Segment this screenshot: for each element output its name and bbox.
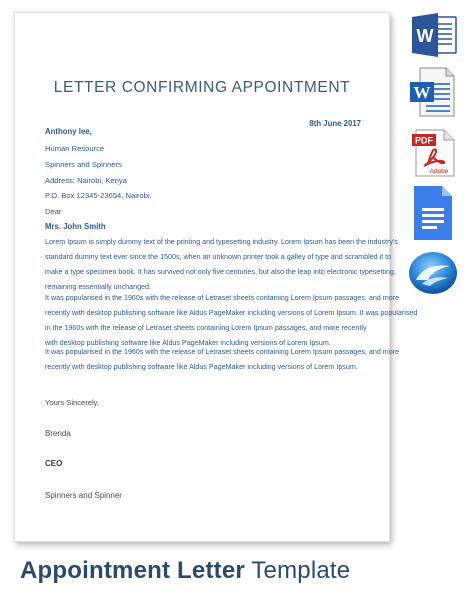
svg-text:W: W <box>413 83 431 102</box>
company-name: Spinners and Spinner <box>45 491 122 500</box>
openoffice-icon[interactable] <box>406 250 460 296</box>
svg-text:PDF: PDF <box>415 135 433 146</box>
word-doc-icon[interactable] <box>408 66 458 118</box>
banner-title-bold: Appointment Letter <box>20 557 245 584</box>
paragraph-line: make a type specimen book. It has survived not only five centuries, but also the leap into electronic typesetting, <box>45 268 396 276</box>
address-line: Human Resource <box>45 144 105 153</box>
paragraph-line: recently with desktop publishing software like Aldus PageMaker including versions of Lorem Ipsum. It was popularised <box>45 309 418 317</box>
recipient-name: Anthony lee, <box>45 127 92 136</box>
word-icon[interactable] <box>410 11 458 59</box>
paragraph-line: in the 1960s with the release of Letraset sheets containing Lorem Ipsum passages, and more recently <box>45 324 367 332</box>
paragraph-line: standard dummy text ever since the 1500s, when an unknown printer took a galley of type and scrambled it to <box>45 253 392 261</box>
address-line: Address: Nairobi, Kenya <box>45 176 127 185</box>
svg-text:W: W <box>416 26 434 46</box>
signer-title: CEO <box>45 459 63 468</box>
salutation: Dear <box>45 207 62 216</box>
paragraph-3 <box>45 345 400 375</box>
letter-date: 8th June 2017 <box>309 119 361 128</box>
letter-page <box>14 12 418 542</box>
paragraph-1 <box>45 235 398 295</box>
google-docs-icon[interactable] <box>412 184 454 242</box>
closing: Yours Sincerely, <box>45 398 100 407</box>
svg-text:Adobe: Adobe <box>429 168 449 175</box>
banner-title-light: Template <box>244 557 351 584</box>
address-line: P.O. Box 12345-23654, Nairobi. <box>45 191 152 200</box>
signer-name: Brenda <box>45 429 71 438</box>
document-title: LETTER CONFIRMING APPOINTMENT <box>53 79 351 96</box>
paragraph-line: Lorem Ipsum is simply dummy text of the printing and typesetting industry. Lorem Ipsum has been the industry's <box>45 238 398 246</box>
footer-banner <box>0 547 474 601</box>
paragraph-line: with desktop publishing software like Aldus PageMaker including versions of Lorem Ipsum. <box>45 339 331 347</box>
paragraph-line: It was popularised in the 1960s with the release of Letraset sheets containing Lorem Ipsum passages, and more <box>45 294 400 302</box>
paragraph-line: recently with desktop publishing software like Aldus PageMaker including versions of Lorem Ipsum. <box>45 363 358 371</box>
paragraph-line: remaining essentially unchanged. <box>45 283 151 291</box>
address-line: Spinners and Spinners <box>45 160 122 169</box>
addressee: Mrs. John Smith <box>45 222 106 231</box>
paragraph-2 <box>45 291 418 351</box>
paragraph-line: It was popularised in the 1960s with the release of Letraset sheets containing Lorem Ipsum passages, and more <box>45 348 400 356</box>
pdf-icon[interactable] <box>410 128 458 178</box>
banner-title <box>20 557 350 585</box>
